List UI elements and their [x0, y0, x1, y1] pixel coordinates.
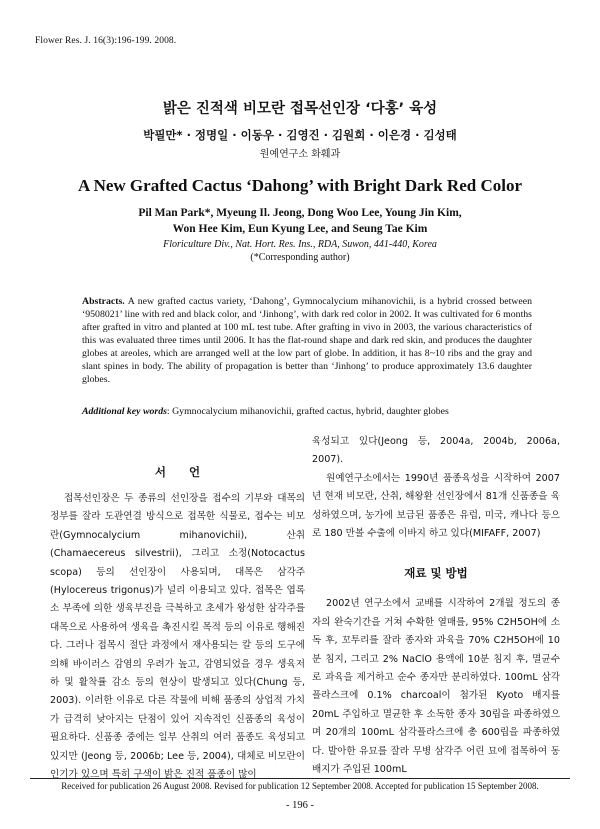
journal-citation: Flower Res. J. 16(3):196-199. 2008.	[35, 36, 177, 46]
introduction-body	[50, 490, 305, 785]
english-authors-line1: Pil Man Park*, Myeung Il. Jeong, Dong Woo Lee, Young Jin Kim,	[138, 207, 462, 219]
right-paragraph-2: 원예연구소에서는 1990년 품종육성을 시작하여 2007년 현재 비모란, 산취, 해왕환 선인장에서 81개 신품종을 육성하였으며, 농가에 보급된 품종은 유럽, 미국, 캐나다 등으로 180 만볼 수출에 이바지 하고 있다(MIFAFF, 2007)	[312, 472, 560, 540]
korean-affiliation: 원예연구소 화훼과	[259, 149, 341, 160]
korean-authors: 박필만* · 정명일 · 이동우 · 김영진 · 김원희 · 이은경 · 김성태	[143, 128, 457, 142]
methods-paragraph: 2002년 연구소에서 교배를 시작하여 2개월 정도의 종자의 완숙기간을 거쳐 수확한 열매를, 95% C2H5OH에 소독 후, 꼬투리를 잘라 종자와 과육을 70% C2H5OH에 10분 침지, 그리고 2% NaClO 용액에 10분 침지 후, 멸균수로 과육을 제거하고 순수 종자만 분리하였다. 100mL 삼각플라스크에 0.1% charcoal이 첨가된 Kyoto 배지를 20mL 주입하고 멸균한 후 소독한 종자 30립을 파종하였으며 20개의 100mL 삼각플라스크에 총 600립을 파종하였다. 발아한 유묘를 잘라 무병 삼각주 어린 묘에 접목하여 동 배지가 주입된 100mL	[312, 598, 560, 776]
english-authors	[0, 205, 600, 237]
abstract-label: Abstracts.	[82, 296, 125, 307]
page-number: - 196 -	[286, 800, 314, 811]
introduction-paragraph: 접목선인장은 두 종류의 선인장을 접수의 기부와 대목의 정부를 잘라 도관연결 방식으로 접목한 식물로, 접수는 비모란(Gymnocalycium mihanovichii), 산취(Chamaecereus silvestrii), 그리고 소정(Notocactus scopa) 등의 선인장이 사용되며, 대목은 삼각주(Hylocereus trigonus)가 널리 이용되고 있다. 접목은 엽록소 부족에 의한 생육부진을 극복하고 초세가 왕성한 삼각주를 대목으로 사용하여 생육을 촉진시킬 목적 등의 이유로 행해진다. 그러나 접목시 절단 과정에서 재사용되는 칼 등의 도구에 의해 바이러스 감염의 우려가 높고, 감염되었을 경우 생육저하 및 활착률 감소 등의 현상이 발생되고 있다(Chung 등, 2003). 이러한 이유로 다른 작물에 비해 품종의 상업적 가치가 급격히 낮아지는 단점이 있어 지속적인 신품종의 육성이 필요하다. 신품종 중에는 일부 산취의 여러 품종도 육성되고 있지만 (Jeong 등, 2006b; Lee 등, 2004), 대체로 비모란이 인기가 있으며 특히 구색이 밝은 진적 품종이 많이	[50, 493, 305, 781]
abstract	[82, 295, 532, 386]
footer-rule	[30, 778, 570, 779]
keywords-text: : Gymnocalycium mihanovichii, grafted cactus, hybrid, daughter globes	[166, 406, 449, 417]
keywords	[82, 405, 532, 418]
abstract-text: A new grafted cactus variety, ‘Dahong’, Gymnocalycium mihanovichii, is a hybrid crossed between ‘9508021’ line with red and black color, and ‘Jinhong’, with dark red color in 2002. It was cultivated for 6 months after grafted in vitro and planted at 100 mL test tube. After grafting in vivo in 2003, the various characteristics of this was evaluated three times until 2006. It has the flat-round shape and dark red skin, and produces the daughter globes at areoles, which are arranged well at the low part of globe. In addition, it has 8~10 ribs and the gray and slant spines in body. The ability of propagation is better than ‘Jinhong’ to produce approximately 13.6 daughter globes.	[82, 296, 532, 385]
methods-heading: 재료 및 방법	[404, 566, 468, 581]
received-dates: Received for publication 26 August 2008. Revised for publication 12 September 2008. Accepted for publication 15 September 2008.	[61, 781, 539, 791]
introduction-heading: 서 언	[154, 465, 201, 479]
methods-body	[312, 595, 560, 779]
corresponding-note: (*Corresponding author)	[250, 252, 350, 263]
english-title: A New Grafted Cactus ‘Dahong’ with Bright Dark Red Color	[77, 176, 523, 195]
right-paragraph-1: 육성되고 있다(Jeong 등, 2004a, 2004b, 2006a, 2007).	[312, 436, 560, 466]
affiliation-text: Floriculture Div., Nat. Hort. Res. Ins., RDA, Suwon, 441-440, Korea	[163, 239, 437, 250]
english-authors-line2: Won Hee Kim, Eun Kyung Lee, and Seung Tae Kim	[172, 223, 428, 235]
english-affiliation	[0, 238, 600, 264]
right-column	[312, 433, 560, 780]
left-column	[50, 464, 305, 785]
right-body	[312, 433, 560, 543]
korean-title: 밝은 진적색 비모란 접목선인장 ‘다홍’ 육성	[162, 101, 438, 117]
keywords-label: Additional key words	[82, 406, 167, 417]
